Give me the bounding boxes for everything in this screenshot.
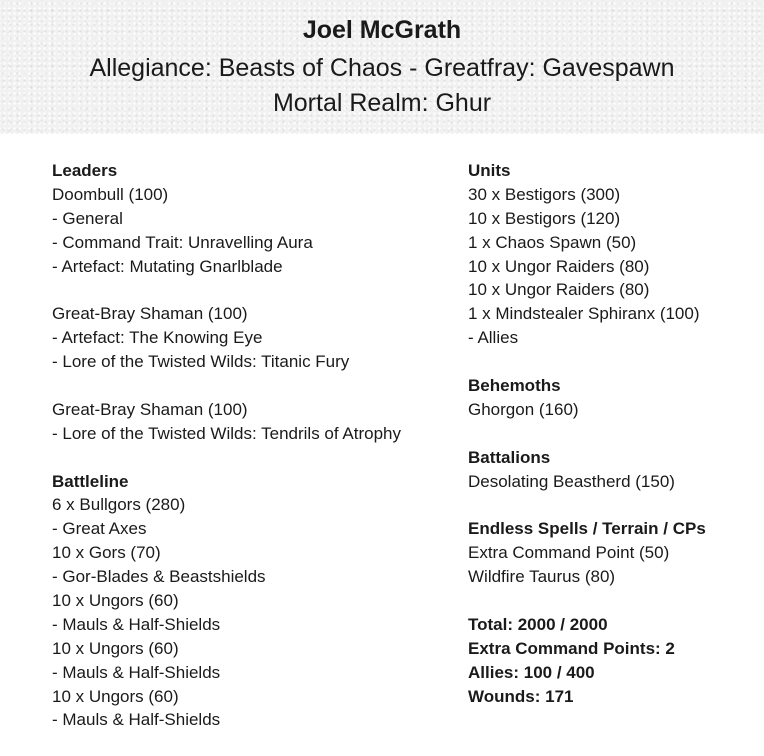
player-name: Joel McGrath <box>302 16 462 44</box>
units-heading: Units <box>468 161 511 180</box>
list-item: 10 x Ungors (60) <box>52 591 179 611</box>
battalions-section <box>468 446 706 494</box>
list-item: 10 x Ungor Raiders (80) <box>468 256 650 276</box>
total-points: Total: 2000 / 2000 <box>468 614 608 634</box>
list-item: Doombull (100) <box>52 184 169 204</box>
battleline-section <box>52 470 401 733</box>
list-item: Wildfire Taurus (80) <box>468 567 616 587</box>
list-item: 10 x Bestigors (120) <box>468 208 621 228</box>
list-item: - Mauls & Half-Shields <box>52 614 221 634</box>
wounds-total: Wounds: 171 <box>468 686 574 706</box>
leaders-section <box>52 159 401 278</box>
list-item: - Great Axes <box>52 519 147 539</box>
list-item: Extra Command Point (50) <box>468 543 670 563</box>
list-item: 30 x Bestigors (300) <box>468 184 621 204</box>
list-item: 10 x Ungor Raiders (80) <box>468 280 650 300</box>
list-item: - Artefact: Mutating Gnarlblade <box>52 256 283 276</box>
list-item: Great-Bray Shaman (100) <box>52 399 248 419</box>
battleline-heading: Battleline <box>52 471 129 491</box>
list-item: 10 x Ungors (60) <box>52 686 179 706</box>
left-column <box>52 159 401 732</box>
totals-section <box>468 613 706 709</box>
mortal-realm-line: Mortal Realm: Ghur <box>272 89 492 117</box>
endless-spells-section <box>468 517 706 589</box>
behemoths-section <box>468 374 706 422</box>
list-item: - Lore of the Twisted Wilds: Titanic Fury <box>52 352 350 372</box>
behemoths-heading: Behemoths <box>468 376 561 396</box>
right-column <box>468 159 706 708</box>
list-item: - Lore of the Twisted Wilds: Tendrils of Atrophy <box>52 423 401 443</box>
allegiance-line: Allegiance: Beasts of Chaos - Greatfray: Gavespawn <box>89 54 675 82</box>
list-item: 10 x Ungors (60) <box>52 638 179 658</box>
leader-shaman-a <box>52 302 401 374</box>
allies-points: Allies: 100 / 400 <box>468 662 595 682</box>
list-item: - Command Trait: Unravelling Aura <box>52 232 313 252</box>
list-item: 1 x Mindstealer Sphiranx (100) <box>468 304 700 324</box>
list-item: - Mauls & Half-Shields <box>52 662 221 682</box>
list-item: Great-Bray Shaman (100) <box>52 304 248 324</box>
list-item: 6 x Bullgors (280) <box>52 495 186 515</box>
list-item: 1 x Chaos Spawn (50) <box>468 232 637 252</box>
list-item: - General <box>52 208 123 228</box>
list-item: Desolating Beastherd (150) <box>468 471 675 491</box>
leaders-heading: Leaders <box>52 161 118 180</box>
list-item: 10 x Gors (70) <box>52 543 161 563</box>
list-item: - Mauls & Half-Shields <box>52 710 221 730</box>
list-item: - Allies <box>468 328 519 348</box>
header-banner <box>0 0 764 134</box>
extra-command-points: Extra Command Points: 2 <box>468 638 675 658</box>
list-item: Ghorgon (160) <box>468 399 579 419</box>
units-section <box>468 159 706 350</box>
endless-spells-heading: Endless Spells / Terrain / CPs <box>468 519 706 539</box>
leader-shaman-b <box>52 398 401 446</box>
list-item: - Gor-Blades & Beastshields <box>52 567 266 587</box>
battalions-heading: Battalions <box>468 447 551 467</box>
list-item: - Artefact: The Knowing Eye <box>52 328 263 348</box>
